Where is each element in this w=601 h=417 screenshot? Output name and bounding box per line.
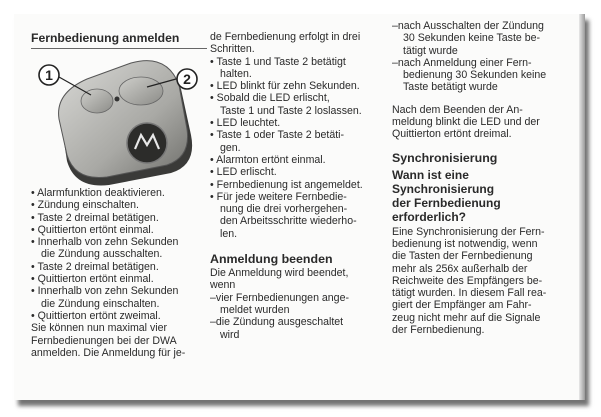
text-line: 30 Sekunden keine Taste be-: [403, 32, 541, 45]
text-line: • Quittierton ertönt einmal.: [31, 223, 154, 236]
text-line: meldung blinkt die LED und der: [392, 116, 540, 129]
text-line: • LED erlischt.: [210, 166, 277, 179]
text-line: meldet wurden: [220, 303, 290, 316]
text-line: giert der Empfänger am Fahr-: [392, 299, 532, 312]
text-line: • Zündung einschalten.: [31, 199, 139, 212]
page-edge-shade: [579, 14, 585, 400]
text-line: –vier Fernbedienungen ange-: [210, 291, 349, 304]
column-1: [31, 31, 209, 359]
text-line: Die Anmeldung wird beendet,: [210, 267, 349, 280]
text-line: • Fernbedienung ist angemeldet.: [210, 178, 363, 191]
column-2: [210, 31, 382, 341]
manual-page: [14, 14, 585, 400]
text-line: Reichweite des Empfängers be-: [392, 274, 543, 287]
subheading-line: Wann ist eine: [392, 167, 469, 182]
text-line: • Taste 2 dreimal betätigen.: [31, 260, 159, 273]
text-line: • Taste 1 und Taste 2 betätigt: [210, 55, 346, 68]
text-line: Quittierton ertönt dreimal.: [392, 128, 512, 141]
callout-label-2: 2: [183, 71, 191, 87]
column-3: [392, 20, 562, 336]
text-line: den Arbeitsschritte wiederho-: [220, 215, 357, 228]
text-line: • Innerhalb von zehn Sekunden: [31, 285, 179, 298]
callout-label-1: 1: [45, 67, 53, 83]
text-line: Sie können nun maximal vier: [31, 322, 168, 335]
text-line: bedienung ist notwendig, wenn: [392, 237, 538, 250]
text-line: len.: [220, 227, 238, 240]
text-line: de Fernbedienung erfolgt in drei: [210, 31, 361, 43]
heading-fernbedienung-anmelden: Fernbedienung anmelden: [31, 31, 207, 49]
subheading-line: erforderlich?: [392, 209, 467, 224]
text-line: gen.: [220, 141, 241, 154]
text-line: Taste 1 und Taste 2 loslassen.: [220, 104, 362, 117]
text-line: –nach Ausschalten der Zündung: [392, 20, 544, 32]
text-line: wenn: [210, 279, 236, 292]
text-line: • LED blinkt für zehn Sekunden.: [210, 80, 360, 93]
remote-control-illustration: [31, 53, 207, 187]
text-line: wird: [220, 328, 240, 341]
text-line: die Tasten der Fernbedienung: [392, 250, 533, 263]
text-line: mehr als 256x außerhalb der: [392, 262, 528, 275]
remote-button-2: [119, 77, 163, 105]
remote-led: [115, 97, 120, 102]
text-line: • Für jede weitere Fernbedie-: [210, 190, 347, 203]
text-line: Fernbedienungen bei der DWA: [31, 334, 177, 347]
text-line: zeug nicht mehr auf die Signale: [392, 311, 541, 324]
text-line: Schritten.: [210, 43, 255, 56]
heading-anmeldung-beenden: Anmeldung beenden: [210, 252, 333, 267]
text-line: • Quittierton ertönt einmal.: [31, 273, 154, 286]
text-line: halten.: [220, 67, 252, 80]
text-line: Taste betätigt wurde: [403, 81, 498, 94]
text-line: anmelden. Die Anmeldung für je-: [31, 346, 186, 359]
heading-synchronisierung: Synchronisierung: [392, 150, 498, 165]
subheading-line: der Fernbedienung: [392, 195, 501, 210]
subheading-line: Synchronisierung: [392, 181, 495, 196]
text-line: –nach Anmeldung einer Fern-: [392, 56, 532, 69]
text-line: –die Zündung ausgeschaltet: [210, 316, 344, 329]
text-line: tätigt wurden. In diesem Fall rea-: [392, 287, 547, 300]
text-line: nung die drei vorhergehen-: [220, 203, 348, 216]
text-line: • LED leuchtet.: [210, 117, 281, 130]
remote-body: [59, 61, 188, 178]
text-line: Nach dem Beenden der An-: [392, 103, 523, 116]
text-line: die Zündung einschalten.: [41, 297, 160, 310]
text-line: der Fernbedienung.: [392, 324, 485, 337]
text-line: bedienung 30 Sekunden keine: [403, 69, 547, 82]
text-line: • Alarmton ertönt einmal.: [210, 153, 326, 166]
text-line: • Innerhalb von zehn Sekunden: [31, 236, 179, 249]
text-line: • Quittierton ertönt zweimal.: [31, 309, 161, 322]
text-line: tätigt wurde: [403, 44, 458, 57]
text-line: die Zündung ausschalten.: [41, 248, 163, 261]
remote-control-figure: [31, 53, 207, 187]
text-line: • Taste 1 oder Taste 2 betäti-: [210, 129, 345, 142]
text-line: • Taste 2 dreimal betätigen.: [31, 211, 159, 224]
text-line: • Sobald die LED erlischt,: [210, 92, 330, 105]
text-line: Eine Synchronisierung der Fern-: [392, 225, 545, 238]
text-line: • Alarmfunktion deaktivieren.: [31, 187, 165, 199]
